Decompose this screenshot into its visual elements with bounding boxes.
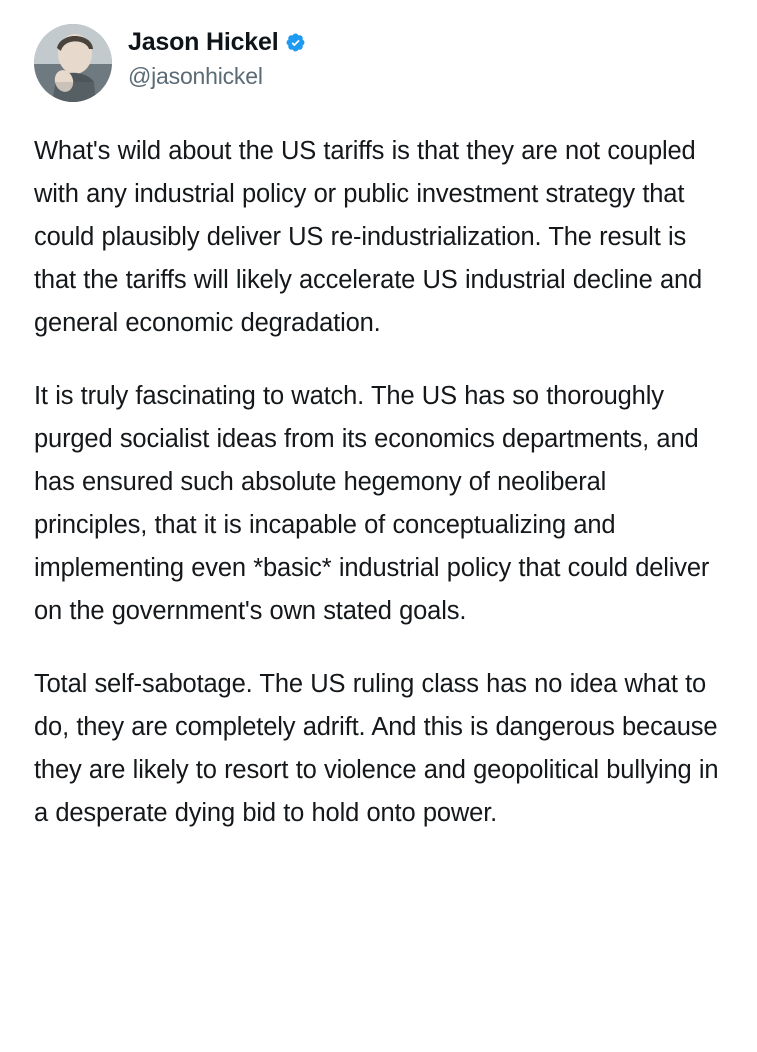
author-name-row bbox=[128, 30, 306, 55]
tweet-header bbox=[34, 24, 723, 102]
tweet-paragraph: What's wild about the US tariffs is that they are not coupled with any industrial policy or public investment strategy that could plausibly deliver US re-industrialization. The result is that the tariffs will likely accelerate US industrial decline and general economic degradation. bbox=[34, 137, 703, 337]
verified-badge-icon bbox=[285, 32, 306, 53]
avatar-image bbox=[34, 24, 112, 102]
author-identity bbox=[128, 24, 306, 90]
tweet-paragraph: It is truly fascinating to watch. The US has so thoroughly purged socialist ideas from its economics departments, and has ensured such absolute hegemony of neoliberal principles, that it is incapable of conceptualizing and implementing even *basic* industrial policy that could deliver on the government's own stated goals. bbox=[34, 382, 710, 625]
author-display-name[interactable]: Jason Hickel bbox=[128, 28, 279, 56]
avatar[interactable] bbox=[34, 24, 112, 102]
tweet-paragraph: Total self-sabotage. The US ruling class has no idea what to do, they are completely adrift. And this is dangerous because they are likely to resort to violence and geopolitical bullying in a desperate dying bid to hold onto power. bbox=[34, 670, 719, 827]
tweet-text bbox=[34, 130, 723, 835]
author-handle[interactable]: @jasonhickel bbox=[128, 63, 263, 89]
